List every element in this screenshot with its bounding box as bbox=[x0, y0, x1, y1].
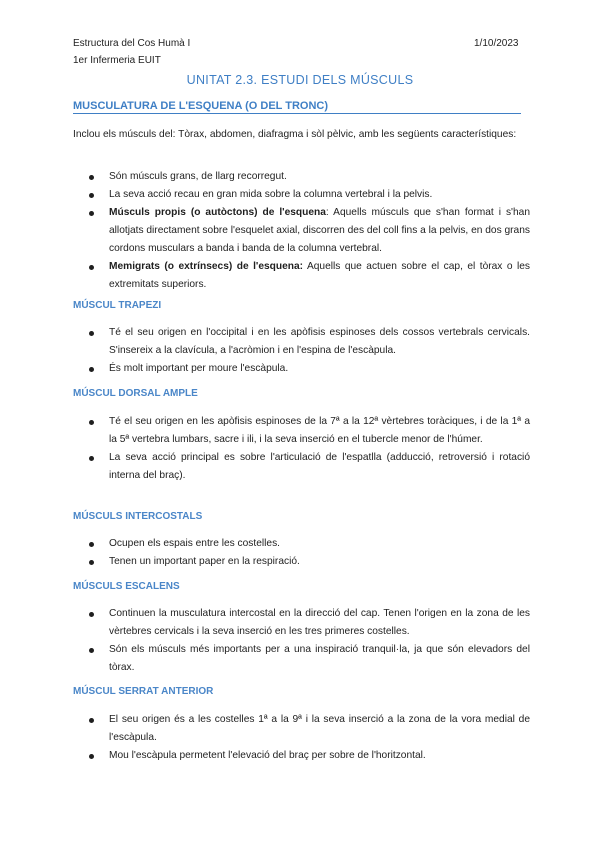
list-item-text: És molt important per moure l'escàpula. bbox=[109, 363, 289, 374]
muscle-bullet-list bbox=[0, 535, 600, 571]
list-item-text: La seva acció principal es sobre l'articulació de l'espatlla (adducció, retroversió i rotació interna del braç). bbox=[109, 452, 530, 481]
list-item-text: La seva acció recau en gran mida sobre la columna vertebral i la pelvis. bbox=[109, 189, 433, 200]
muscle-heading-serrat-anterior: MÚSCUL SERRAT ANTERIOR bbox=[73, 686, 214, 697]
list-item-text: Té el seu origen en les apòfisis espinoses de la 7ª a la 12ª vèrtebres toràciques, i de la 1ª a la 5ª vertebra lumbars, sacre i ili, i la seva inserció en el tubercle menor de l'húmer. bbox=[109, 416, 530, 445]
list-item bbox=[0, 186, 600, 204]
list-item-text: Continuen la musculatura intercostal en la direcció del cap. Tenen l'origen en la zona de les vèrtebres cervicals i la seva inserció en les tres primeres costelles. bbox=[109, 608, 530, 637]
list-item-term: Memigrats (o extrínsecs) de l'esquena: bbox=[109, 261, 304, 272]
list-item bbox=[0, 553, 600, 571]
muscle-heading-dorsal-ample: MÚSCUL DORSAL AMPLE bbox=[73, 388, 198, 399]
bullet-dot bbox=[89, 718, 94, 723]
section-heading: MUSCULATURA DE L'ESQUENA (O DEL TRONC) bbox=[73, 100, 521, 114]
list-item bbox=[0, 258, 600, 294]
list-item bbox=[0, 413, 600, 449]
list-item-term: Músculs propis (o autòctons) de l'esquena bbox=[109, 207, 326, 218]
list-item-text: : Aquells músculs que s'han format i s'han allotjats directament sobre l'esquelet axial, discorren des del coll fins a la pelvis, en dos grans cordons musculars a banda i banda de la columna vertebral. bbox=[109, 207, 530, 254]
list-item-text: Ocupen els espais entre les costelles. bbox=[109, 538, 281, 549]
list-item-text: El seu origen és a les costelles 1ª a la 9ª i la seva inserció a la zona de la vora medial de l'escàpula. bbox=[109, 714, 530, 743]
list-item-text: Són els músculs més importants per a una inspiració tranquil·la, ja que són elevadors del tòrax. bbox=[109, 644, 530, 673]
bullet-dot bbox=[89, 193, 94, 198]
muscle-heading-trapezi: MÚSCUL TRAPEZI bbox=[73, 300, 162, 311]
list-item-text: Tenen un important paper en la respiració. bbox=[109, 556, 300, 567]
bullet-dot bbox=[89, 560, 94, 565]
bullet-dot bbox=[89, 367, 94, 372]
list-item bbox=[0, 747, 600, 765]
list-item bbox=[0, 324, 600, 360]
muscle-bullet-list bbox=[0, 605, 600, 677]
bullet-dot bbox=[89, 175, 94, 180]
list-item bbox=[0, 641, 600, 677]
list-item bbox=[0, 168, 600, 186]
header-group: 1er Infermeria EUIT bbox=[73, 55, 161, 66]
list-item-text: Mou l'escàpula permetent l'elevació del braç per sobre de l'horitzontal. bbox=[109, 750, 426, 761]
bullet-dot bbox=[89, 612, 94, 617]
list-item bbox=[0, 360, 600, 378]
list-item bbox=[0, 605, 600, 641]
list-item bbox=[0, 449, 600, 485]
section-intro: Inclou els músculs del: Tòrax, abdomen, diafragma i sòl pèlvic, amb les següents característiques: bbox=[73, 129, 517, 140]
header-course: Estructura del Cos Humà I bbox=[73, 38, 191, 49]
bullet-dot bbox=[89, 331, 94, 336]
list-item-text: Té el seu origen en l'occipital i en les apòfisis espinoses dels cossos vertebrals cervicals. S'insereix a la clavícula, a l'acròmion i en l'espina de l'escàpula. bbox=[109, 327, 530, 356]
muscle-bullet-list bbox=[0, 413, 600, 485]
bullet-dot bbox=[89, 754, 94, 759]
muscle-bullet-list bbox=[0, 711, 600, 765]
bullet-dot bbox=[89, 265, 94, 270]
muscle-heading-escalens: MÚSCULS ESCALENS bbox=[73, 581, 180, 592]
list-item bbox=[0, 204, 600, 258]
bullet-dot bbox=[89, 211, 94, 216]
list-item-text: Aquells que actuen sobre el cap, el tòrax o les extremitats superiors. bbox=[109, 261, 530, 290]
header-date: 1/10/2023 bbox=[474, 38, 519, 49]
list-item-text: Són músculs grans, de llarg recorregut. bbox=[109, 171, 287, 182]
bullet-dot bbox=[89, 456, 94, 461]
list-item bbox=[0, 711, 600, 747]
section-bullet-list bbox=[0, 168, 600, 294]
muscle-heading-intercostals: MÚSCULS INTERCOSTALS bbox=[73, 511, 203, 522]
bullet-dot bbox=[89, 420, 94, 425]
unit-title: UNITAT 2.3. ESTUDI DELS MÚSCULS bbox=[186, 73, 414, 87]
muscle-bullet-list bbox=[0, 324, 600, 378]
bullet-dot bbox=[89, 542, 94, 547]
bullet-dot bbox=[89, 648, 94, 653]
list-item bbox=[0, 535, 600, 553]
